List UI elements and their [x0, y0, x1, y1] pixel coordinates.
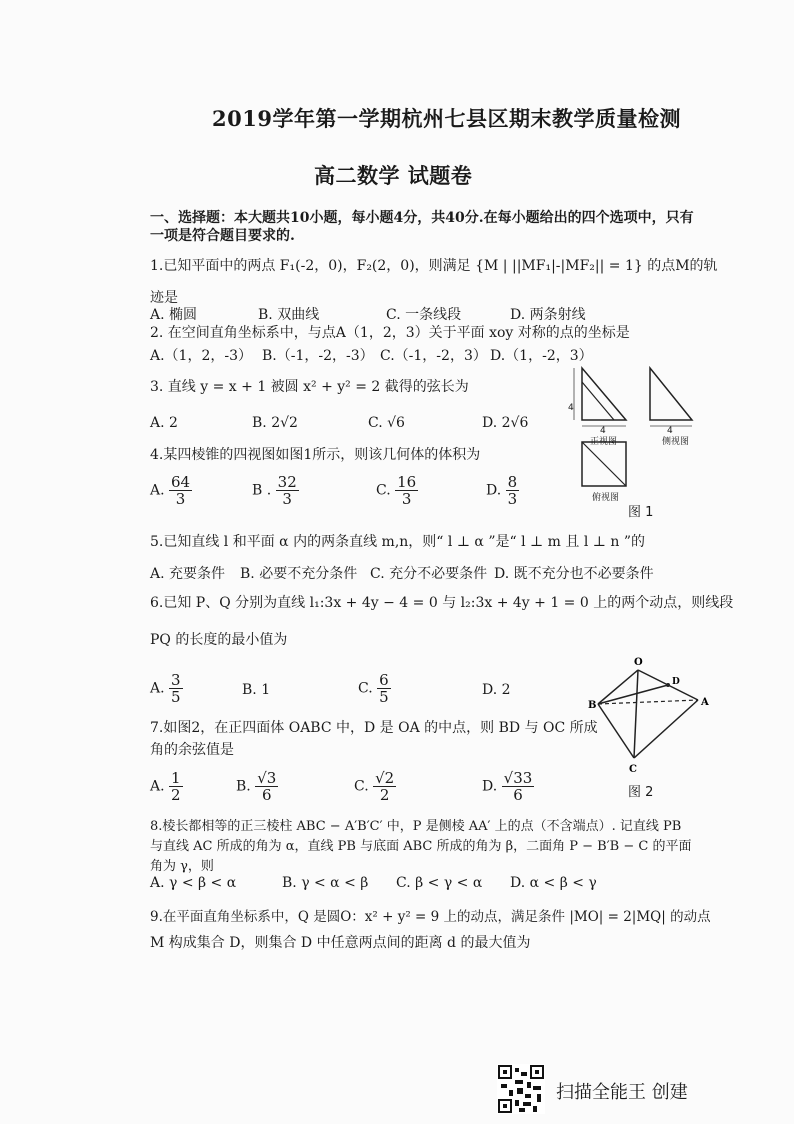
label-O: O: [634, 657, 643, 668]
front-view-label: 正视图: [590, 437, 618, 447]
top-view-label: 俯视图: [592, 493, 620, 503]
fraction: $\frac{16}{3}$: [397, 473, 417, 508]
section-instruction-line1: 一、选择题：本大题共10小题，每小题4分，共40分.在每小题给出的四个选项中，只有: [150, 210, 694, 226]
front-view-height-dim: 4: [568, 403, 574, 413]
question-4-option-d: [486, 474, 519, 507]
page-title: 2019学年第一学期杭州七县区期末教学质量检测: [212, 106, 681, 131]
side-view-label: 侧视图: [662, 437, 690, 447]
fraction: $\frac{6}{5}$: [379, 671, 389, 706]
question-6-option-c: [358, 672, 391, 705]
option-label: C.: [354, 778, 369, 795]
question-4-option-a: [150, 474, 192, 507]
question-3-option-c: C. √6: [368, 415, 405, 431]
fraction: $\frac{1}{2}$: [171, 769, 181, 804]
side-view-width-dim: 4: [667, 426, 673, 436]
question-7-option-a: [150, 770, 183, 803]
question-7-stem2: 角的余弦值是: [150, 742, 234, 758]
fraction: $\frac{8}{3}$: [507, 473, 518, 508]
question-5-option-d: D. 既不充分也不必要条件: [494, 566, 654, 582]
question-8-stem3: 角为 γ，则: [150, 859, 214, 874]
fraction: $\frac{√3}{6}$: [257, 769, 277, 804]
figure-2-caption: 图 2: [628, 785, 654, 800]
question-4-stem: 4.某四棱锥的四视图如图1所示，则该几何体的体积为: [150, 447, 481, 463]
question-1-option-c: C. 一条线段: [386, 307, 462, 323]
question-4-option-c: [376, 474, 418, 507]
label-B: B: [588, 700, 597, 711]
qr-code-icon: [497, 1064, 545, 1114]
question-1-option-d: D. 两条射线: [510, 307, 586, 323]
front-view-shape: [582, 368, 626, 420]
question-2-option-a: A.（1，2，-3）: [150, 348, 253, 364]
fraction: $\frac{√33}{6}$: [503, 769, 533, 804]
edge-OC: [634, 670, 638, 758]
front-view-width-dim: 4: [600, 426, 606, 436]
question-3-option-a: A. 2: [150, 415, 178, 431]
question-1-option-a: A. 椭圆: [150, 307, 198, 323]
option-label: B .: [252, 482, 272, 499]
scanner-watermark: 扫描全能王 创建: [556, 1082, 688, 1103]
question-5-option-c: C. 充分不必要条件: [370, 566, 488, 582]
option-label: A.: [150, 680, 165, 697]
question-7-option-b: [236, 770, 278, 803]
question-1-option-b: B. 双曲线: [258, 307, 320, 323]
question-4-option-b: [252, 474, 299, 507]
question-2-option-c: C.（-1，-2，3）: [380, 348, 487, 364]
question-6-stem: 6.已知 P、Q 分别为直线 l₁:3x + 4y − 4 = 0 与 l₂:3x + 4y + 1 = 0 上的两个动点，则线段: [150, 595, 734, 611]
question-9-stem2: M 构成集合 D，则集合 D 中任意两点间的距离 d 的最大值为: [150, 935, 531, 951]
question-3-stem: 3. 直线 y = x + 1 被圆 x² + y² = 2 截得的弦长为: [150, 379, 469, 395]
option-label: A.: [150, 482, 165, 499]
question-8-option-b: B. γ < α < β: [282, 875, 369, 891]
question-2-option-d: D.（1，-2，3）: [490, 348, 593, 364]
question-7-option-d: [482, 770, 534, 803]
option-label: D.: [486, 482, 502, 499]
option-label: A.: [150, 778, 165, 795]
question-8-option-a: A. γ < β < α: [150, 875, 237, 891]
question-3-option-d: D. 2√6: [482, 415, 529, 431]
question-5-option-b: B. 必要不充分条件: [240, 566, 358, 582]
label-D: D: [672, 677, 680, 687]
option-label: C.: [358, 680, 373, 697]
figure-1-caption: 图 1: [628, 505, 654, 520]
question-6-option-b: B. 1: [242, 682, 271, 698]
figure-1-side-view: [646, 360, 706, 440]
fraction: $\frac{32}{3}$: [277, 473, 297, 508]
label-A: A: [701, 697, 709, 708]
question-9-stem: 9.在平面直角坐标系中，Q 是圆O：x² + y² = 9 上的动点，满足条件 |MO| = 2|MQ| 的动点: [150, 909, 711, 925]
question-8-option-c: C. β < γ < α: [396, 875, 483, 891]
question-6-option-a: [150, 672, 183, 705]
fraction: $\frac{√2}{2}$: [375, 769, 395, 804]
question-5-stem: 5.已知直线 l 和平面 α 内的两条直线 m,n，则“ l ⊥ α ”是“ l ⊥ m 且 l ⊥ n ”的: [150, 534, 645, 550]
question-3-option-b: B. 2√2: [252, 415, 298, 431]
edge-AC: [634, 700, 698, 758]
question-8-option-d: D. α < β < γ: [510, 875, 597, 891]
section-instruction-line2: 一项是符合题目要求的.: [150, 228, 295, 244]
question-7-option-c: [354, 770, 396, 803]
option-label: C.: [376, 482, 391, 499]
figure-2-tetrahedron: [568, 652, 718, 780]
question-6-stem2: PQ 的长度的最小值为: [150, 632, 288, 648]
question-1-stem2: 迹是: [150, 290, 178, 306]
edge-BC: [598, 704, 634, 758]
page-subtitle: 高二数学 试题卷: [314, 163, 473, 188]
option-label: D.: [482, 778, 498, 795]
question-5-option-a: A. 充要条件: [150, 566, 226, 582]
option-label: B.: [236, 778, 251, 795]
label-C: C: [629, 764, 637, 775]
question-2-option-b: B.（-1，-2，-3）: [262, 348, 374, 364]
point-D: [666, 683, 670, 687]
question-8-stem: 8.棱长都相等的正三棱柱 ABC − A′B′C′ 中，P 是侧棱 AA′ 上的点（不含端点）. 记直线 PB: [150, 819, 682, 834]
question-8-stem2: 与直线 AC 所成的角为 α，直线 PB 与底面 ABC 所成的角为 β，二面角 P − B′B − C 的平面: [150, 839, 692, 854]
top-view-diagonal: [582, 442, 626, 486]
question-1-stem: 1.已知平面中的两点 F₁(-2，0)，F₂(2，0)，则满足 {M | ||MF₁|-|MF₂|| = 1} 的点M的轨: [150, 258, 718, 274]
question-2-stem: 2. 在空间直角坐标系中，与点A（1，2，3）关于平面 xoy 对称的点的坐标是: [150, 325, 630, 341]
question-7-stem: 7.如图2，在正四面体 OABC 中，D 是 OA 的中点，则 BD 与 OC 所成: [150, 720, 598, 736]
question-6-option-d: D. 2: [482, 682, 511, 698]
fraction: $\frac{64}{3}$: [171, 473, 191, 508]
fraction: $\frac{3}{5}$: [171, 671, 181, 706]
side-view-shape: [650, 368, 692, 420]
